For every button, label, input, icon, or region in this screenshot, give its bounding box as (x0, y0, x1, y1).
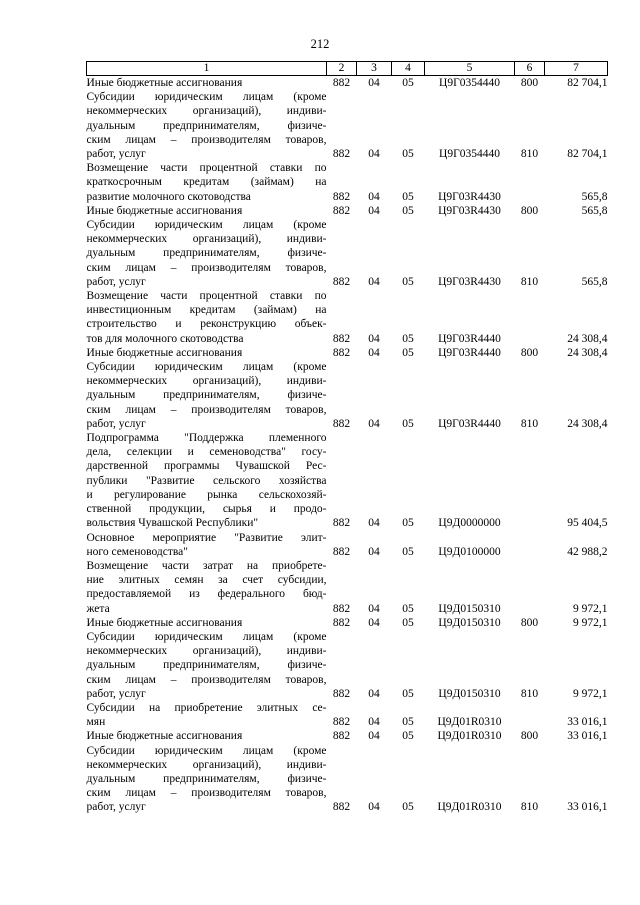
description-line: дарственной программы Чувашской Рес- (86, 460, 327, 473)
target-article-code: Ц9Г03R4440 (438, 417, 501, 430)
description-line: Возмещение части процентной ставки по (86, 290, 327, 303)
row-description (87, 346, 327, 360)
table-row (87, 559, 608, 616)
description-line: Субсидии юридическим лицам (кроме (86, 91, 327, 104)
header-col-3: 3 (357, 62, 392, 76)
expense-type-code: 810 (520, 801, 539, 814)
table-row (87, 90, 608, 161)
section-code: 04 (368, 275, 380, 288)
description-line: Возмещение части затрат на приобрете- (86, 559, 327, 572)
ministry-code: 882 (332, 801, 351, 814)
amount: 42 988,2 (567, 545, 608, 558)
row-description (87, 701, 327, 729)
table-row (87, 204, 608, 218)
description-line: некоммерческих организаций), индиви- (86, 375, 327, 388)
subsection-code: 05 (402, 687, 414, 700)
description-line: некоммерческих организаций), индиви- (86, 233, 327, 246)
amount: 82 704,1 (567, 77, 608, 89)
description-line: Субсидии юридическим лицам (кроме (86, 630, 327, 643)
ministry-code: 882 (332, 77, 351, 89)
table-row (87, 161, 608, 204)
description-line: Иные бюджетные ассигнования (86, 730, 243, 743)
subsection-code: 05 (402, 190, 414, 203)
table-row (87, 701, 608, 729)
table-row (87, 431, 608, 530)
description-line: жета (86, 602, 110, 615)
row-description (87, 431, 327, 530)
row-description (87, 729, 327, 743)
subsection-code: 05 (402, 616, 414, 629)
ministry-code: 882 (332, 275, 351, 288)
section-code: 04 (368, 190, 380, 203)
budget-table (86, 61, 608, 815)
description-line: ного семеноводства" (86, 545, 188, 558)
expense-type-code: 810 (520, 275, 539, 288)
amount: 9 972,1 (573, 687, 608, 700)
section-code: 04 (368, 687, 380, 700)
section-code: 04 (368, 801, 380, 814)
description-line: работ, услуг (86, 801, 146, 814)
table-row (87, 346, 608, 360)
expense-type-code (515, 161, 545, 204)
description-line: ским лицам – производителям товаров, (86, 673, 327, 686)
row-description (87, 616, 327, 630)
table-row (87, 729, 608, 743)
ministry-code: 882 (332, 346, 351, 359)
description-line: ственной продукции, сырья и продо- (86, 503, 327, 516)
ministry-code: 882 (332, 332, 351, 345)
ministry-code: 882 (332, 204, 351, 217)
row-description (87, 218, 327, 289)
row-description (87, 531, 327, 559)
page-number: 212 (310, 37, 330, 51)
expense-type-code: 810 (520, 687, 539, 700)
description-line: Возмещение части процентной ставки по (86, 162, 327, 175)
subsection-code: 05 (402, 417, 414, 430)
description-line: Субсидии юридическим лицам (кроме (86, 361, 327, 374)
description-line: Иные бюджетные ассигнования (86, 204, 243, 217)
row-description (87, 744, 327, 815)
description-line: строительство и реконструкцию объек- (86, 318, 327, 331)
section-code: 04 (368, 148, 380, 161)
description-line: Субсидии юридическим лицам (кроме (86, 219, 327, 232)
row-description (87, 90, 327, 161)
subsection-code: 05 (402, 275, 414, 288)
target-article-code: Ц9Г0354440 (439, 77, 500, 89)
target-article-code: Ц9Д01R0310 (437, 730, 502, 743)
description-line: публики "Развитие сельского хозяйства (86, 474, 327, 487)
description-line: ние элитных семян за счет субсидии, (86, 574, 327, 587)
header-col-4: 4 (392, 62, 425, 76)
header-col-2: 2 (327, 62, 357, 76)
ministry-code: 882 (332, 545, 351, 558)
target-article-code: Ц9Д01R0310 (437, 716, 502, 729)
description-line: дуальным предпринимателям, физиче- (86, 247, 327, 260)
description-line: ским лицам – производителям товаров, (86, 261, 327, 274)
amount: 565,8 (581, 190, 608, 203)
subsection-code: 05 (402, 602, 414, 615)
description-line: Основное мероприятие "Развитие элит- (86, 531, 327, 544)
description-line: работ, услуг (86, 417, 146, 430)
ministry-code: 882 (332, 602, 351, 615)
expense-type-code: 810 (520, 417, 539, 430)
subsection-code: 05 (402, 148, 414, 161)
subsection-code: 05 (402, 332, 414, 345)
row-description (87, 559, 327, 616)
amount: 33 016,1 (567, 801, 608, 814)
section-code: 04 (368, 517, 380, 530)
subsection-code: 05 (402, 716, 414, 729)
description-line: некоммерческих организаций), индиви- (86, 758, 327, 771)
description-line: дуальным предпринимателям, физиче- (86, 659, 327, 672)
section-code: 04 (368, 602, 380, 615)
expense-type-code: 800 (520, 77, 539, 89)
target-article-code: Ц9Д0100000 (438, 545, 501, 558)
section-code: 04 (368, 332, 380, 345)
table-row (87, 744, 608, 815)
amount: 9 972,1 (573, 616, 608, 629)
description-line: Субсидии на приобретение элитных се- (86, 701, 327, 714)
header-col-1: 1 (87, 62, 327, 76)
row-description (87, 204, 327, 218)
amount: 565,8 (581, 204, 608, 217)
description-line: работ, услуг (86, 148, 146, 161)
description-line: тов для молочного скотоводства (86, 332, 244, 345)
amount: 24 308,4 (567, 346, 608, 359)
section-code: 04 (368, 730, 380, 743)
ministry-code: 882 (332, 616, 351, 629)
target-article-code: Ц9Г03R4430 (438, 275, 501, 288)
ministry-code: 882 (332, 517, 351, 530)
subsection-code: 05 (402, 730, 414, 743)
expense-type-code (515, 701, 545, 729)
target-article-code: Ц9Д0000000 (438, 517, 501, 530)
section-code: 04 (368, 77, 380, 89)
description-line: работ, услуг (86, 687, 146, 700)
header-col-7: 7 (545, 62, 608, 76)
description-line: работ, услуг (86, 275, 146, 288)
table-row (87, 289, 608, 346)
table-body (87, 76, 608, 815)
table-row (87, 360, 608, 431)
amount: 33 016,1 (567, 730, 608, 743)
expense-type-code: 800 (520, 346, 539, 359)
amount: 9 972,1 (573, 602, 608, 615)
expense-type-code (515, 559, 545, 616)
expense-type-code: 810 (520, 148, 539, 161)
amount: 33 016,1 (567, 716, 608, 729)
description-line: некоммерческих организаций), индиви- (86, 645, 327, 658)
section-code: 04 (368, 716, 380, 729)
description-line: вольствия Чувашской Республики" (86, 517, 259, 530)
amount: 82 704,1 (567, 148, 608, 161)
ministry-code: 882 (332, 417, 351, 430)
row-description (87, 161, 327, 204)
amount: 24 308,4 (567, 417, 608, 430)
description-line: предоставляемой из федерального бюд- (86, 588, 327, 601)
target-article-code: Ц9Г03R4440 (438, 346, 501, 359)
description-line: инвестиционным кредитам (займам) на (86, 304, 327, 317)
subsection-code: 05 (402, 204, 414, 217)
table-header (87, 62, 608, 76)
target-article-code: Ц9Д01R0310 (437, 801, 502, 814)
ministry-code: 882 (332, 716, 351, 729)
section-code: 04 (368, 545, 380, 558)
ministry-code: 882 (332, 730, 351, 743)
expense-type-code (515, 431, 545, 530)
description-line: Иные бюджетные ассигнования (86, 77, 243, 89)
description-line: ским лицам – производителям товаров, (86, 403, 327, 416)
target-article-code: Ц9Г03R4430 (438, 190, 501, 203)
subsection-code: 05 (402, 346, 414, 359)
row-description (87, 630, 327, 701)
description-line: дела, селекции и семеноводства" госу- (86, 446, 327, 459)
table-row (87, 630, 608, 701)
section-code: 04 (368, 417, 380, 430)
table-row (87, 531, 608, 559)
description-line: Иные бюджетные ассигнования (86, 346, 243, 359)
description-line: краткосрочным кредитам (займам) на (86, 176, 327, 189)
amount: 24 308,4 (567, 332, 608, 345)
row-description (87, 289, 327, 346)
row-description (87, 360, 327, 431)
amount: 565,8 (581, 275, 608, 288)
expense-type-code: 800 (520, 204, 539, 217)
description-line: и регулирование рынка сельскохозяй- (86, 488, 327, 501)
expense-type-code: 800 (520, 616, 539, 629)
target-article-code: Ц9Д0150310 (438, 602, 501, 615)
section-code: 04 (368, 204, 380, 217)
subsection-code: 05 (402, 517, 414, 530)
target-article-code: Ц9Д0150310 (438, 687, 501, 700)
target-article-code: Ц9Д0150310 (438, 616, 501, 629)
table-row (87, 616, 608, 630)
header-col-5: 5 (425, 62, 515, 76)
description-line: дуальным предпринимателям, физиче- (86, 772, 327, 785)
ministry-code: 882 (332, 687, 351, 700)
section-code: 04 (368, 616, 380, 629)
subsection-code: 05 (402, 801, 414, 814)
header-col-6: 6 (515, 62, 545, 76)
description-line: развитие молочного скотоводства (86, 190, 251, 203)
ministry-code: 882 (332, 190, 351, 203)
table-row (87, 76, 608, 91)
description-line: Иные бюджетные ассигнования (86, 616, 243, 629)
description-line: некоммерческих организаций), индиви- (86, 105, 327, 118)
target-article-code: Ц9Г03R4430 (438, 204, 501, 217)
ministry-code: 882 (332, 148, 351, 161)
description-line: Субсидии юридическим лицам (кроме (86, 744, 327, 757)
amount: 95 404,5 (567, 517, 608, 530)
row-description (87, 76, 327, 91)
section-code: 04 (368, 346, 380, 359)
expense-type-code (515, 289, 545, 346)
description-line: ским лицам – производителям товаров, (86, 133, 327, 146)
target-article-code: Ц9Г0354440 (439, 148, 500, 161)
expense-type-code: 800 (520, 730, 539, 743)
expense-type-code (515, 531, 545, 559)
table-row (87, 218, 608, 289)
target-article-code: Ц9Г03R4440 (438, 332, 501, 345)
subsection-code: 05 (402, 545, 414, 558)
description-line: ским лицам – производителям товаров, (86, 787, 327, 800)
description-line: мян (86, 716, 106, 729)
description-line: дуальным предпринимателям, физиче- (86, 389, 327, 402)
description-line: Подпрограмма "Поддержка племенного (86, 432, 327, 445)
subsection-code: 05 (402, 77, 414, 89)
description-line: дуальным предпринимателям, физиче- (86, 119, 327, 132)
